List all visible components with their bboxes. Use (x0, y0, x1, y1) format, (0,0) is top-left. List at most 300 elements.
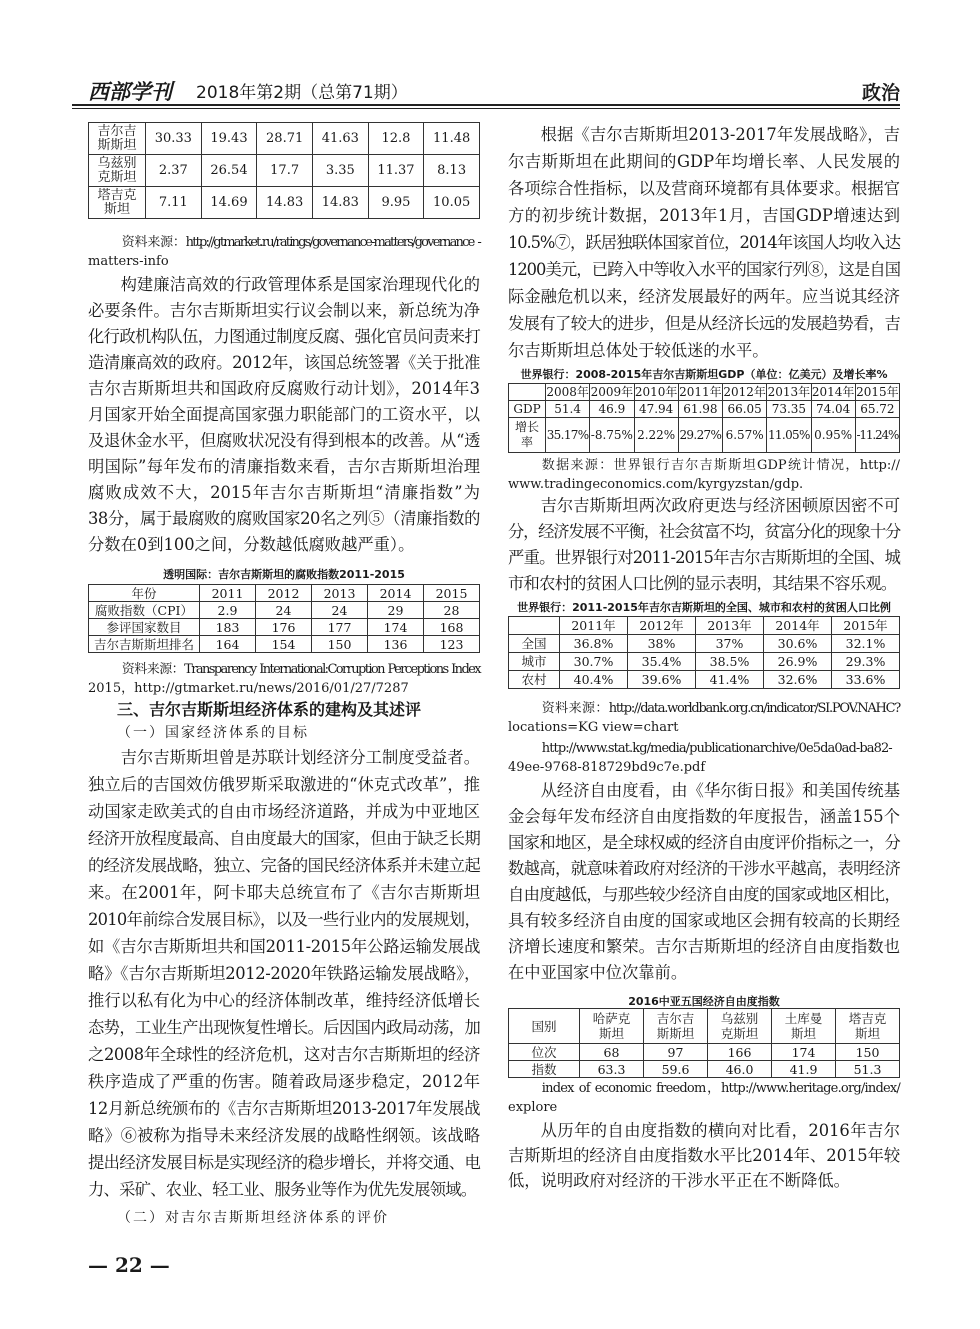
table-row (509, 1061, 900, 1078)
text-line: 12月新总统颁布的《吉尔吉斯斯坦2013-2017年发展战 (88, 1099, 480, 1118)
table-cell-text: 2015年 (856, 384, 899, 399)
table-cell (767, 418, 811, 453)
table-cell (200, 585, 256, 602)
table-cell-text: 30.33 (154, 130, 192, 146)
table-cell (811, 384, 855, 401)
text-line: 略》⑥被称为指导未来经济发展的战略性纲领。该战略 (88, 1126, 480, 1145)
table-cell (560, 635, 628, 653)
subsection-heading: （二）对吉尔吉斯斯坦经济体系的评价 (117, 1210, 389, 1226)
text-line: 吉尔吉斯斯坦共和国政府反腐败行动计划》，2014年3 (88, 379, 480, 398)
paragraph (88, 744, 480, 1203)
table-cell-text: 农村 (521, 671, 547, 687)
table-cell-text: 24 (275, 602, 292, 618)
table-row (89, 619, 480, 636)
paragraph (508, 778, 900, 986)
text-line: 尔吉斯斯坦在此期间的GDP年均增长率、人民发展的 (508, 152, 900, 171)
table-cell (312, 602, 368, 619)
table-cell (257, 155, 313, 187)
table-cell (855, 418, 899, 453)
table-cell (424, 636, 480, 653)
table-row (89, 636, 480, 653)
table-cell-text: 土库曼 斯坦 (784, 1011, 823, 1041)
subsection-heading: （一）国家经济体系的目标 (117, 725, 309, 741)
text-line: 资料来源：http://data.worldbank.org.cn/indicator/SI.POV.NAHC? (541, 701, 900, 716)
table-cell (628, 635, 696, 653)
text-line: 明国际”每年发布的清廉指数来看，吉尔吉斯斯坦治理 (88, 457, 480, 476)
table-cell (200, 619, 256, 636)
table-cell-text: 136 (383, 636, 408, 652)
table-cell-text: 150 (327, 636, 352, 652)
text-line: 造清廉高效的政府。2012年，该国总统签署《关于批准 (88, 353, 480, 372)
source-note (88, 233, 480, 271)
table-cell (312, 636, 368, 653)
table-cell-text: 63.3 (597, 1061, 626, 1077)
table-cell-text: 29.27% (679, 427, 722, 442)
table-cell (590, 401, 634, 418)
governance-table (88, 122, 480, 219)
table-cell-text: 14.69 (210, 194, 248, 210)
text-line: 秩序造成了严重的伤害。随着政局逐步稳定，2012年 (88, 1072, 480, 1091)
table-cell (509, 384, 546, 401)
text-line: 推行以私有化为中心的经济体制改革，维持经济低增长 (88, 991, 480, 1010)
text-line: 之2008年全球性的经济危机，这对吉尔吉斯斯坦的经济 (88, 1045, 480, 1064)
table-cell-text: 2011年 (679, 384, 722, 399)
text-line: 动国家走欧美式的自由市场经济道路，并成为中亚地区 (88, 802, 480, 821)
table-cell (767, 384, 811, 401)
text-line: 济增长速度和繁荣。吉尔吉斯斯坦的经济自由度指数也 (508, 937, 900, 956)
table-cell-text: GDP (513, 401, 541, 416)
table-cell (836, 1061, 900, 1078)
table-cell (201, 187, 257, 219)
table-cell-text: 国别 (531, 1018, 557, 1034)
text-line: 分数在0到100之间，分数越低腐败越严重）。 (88, 535, 415, 554)
table-cell (832, 635, 900, 653)
table-cell-text: 37% (715, 635, 744, 651)
table-cell (368, 155, 424, 187)
table-cell (696, 671, 764, 689)
table-row (509, 671, 900, 689)
table-cell (509, 653, 560, 671)
table-cell-text: 74.04 (815, 401, 851, 416)
table-cell (89, 619, 200, 636)
table-cell-text: 参评国家数目 (106, 619, 182, 635)
table-cell-text: 乌兹别 克斯坦 (720, 1011, 759, 1041)
table (508, 616, 900, 689)
table-cell (312, 619, 368, 636)
table-cell-text: 2015年 (843, 617, 888, 633)
table-cell (723, 384, 767, 401)
table-cell (772, 1044, 836, 1061)
table-cell (201, 123, 257, 155)
table-cell-text: 61.98 (683, 401, 718, 416)
text-line: 自由度越低，与那些较少经济自由度的国家或地区相比， (508, 885, 900, 904)
table-row (89, 155, 480, 187)
table-cell-text: 30.7% (573, 653, 614, 669)
text-line: 市和农村的贫困人口比例的显示表明，其结果不容乐观。 (508, 574, 897, 593)
table-cell (424, 602, 480, 619)
table-cell (201, 155, 257, 187)
table (508, 1008, 900, 1078)
table-cell (89, 602, 200, 619)
text-line: 金会每年发布经济自由度指数的年度报告，涵盖155个 (508, 807, 900, 826)
paragraph (508, 493, 900, 597)
poverty-table (508, 616, 900, 689)
table-cell-text: 6.57% (725, 427, 764, 442)
source-note (508, 456, 900, 494)
text-line: 从历年的自由度指数的横向对比看，2016年吉尔 (540, 1121, 900, 1140)
table-cell (368, 602, 424, 619)
text-line: 提出经济发展目标是实现经济的稳步增长，并将交通、电 (88, 1153, 480, 1172)
table-cell (509, 1044, 580, 1061)
table-cell-text: 174 (383, 619, 408, 635)
text-line: 构建廉洁高效的行政管理体系是国家治理现代化的 (120, 275, 480, 294)
table-cell (546, 401, 590, 418)
table-row (509, 1044, 900, 1061)
table-cell (424, 619, 480, 636)
text-line: 49ee-9768-818729bd9c7e.pdf (508, 760, 706, 775)
table-cell (368, 619, 424, 636)
table-cell (678, 418, 722, 453)
table-cell (644, 1009, 708, 1044)
table-cell-text: 183 (215, 619, 240, 635)
table-cell (509, 635, 560, 653)
table-cell-text: 17.7 (270, 162, 300, 178)
table-cell-text: 68 (603, 1044, 620, 1060)
table-row (509, 384, 900, 401)
table-cell (546, 384, 590, 401)
table-cell-text: 12.8 (381, 130, 411, 146)
table-caption: 透明国际：吉尔吉斯斯坦的腐败指数2011-2015 (163, 568, 405, 581)
table-caption: 世界银行：2011-2015年吉尔吉斯斯坦的全国、城市和农村的贫困人口比例 (517, 601, 891, 614)
text-line: www.tradingeconomics.com/kyrgyzstan/gdp. (508, 477, 804, 492)
table-cell-text: 28.71 (266, 130, 304, 146)
table-cell (89, 585, 200, 602)
table-cell-text: 2013 (323, 585, 356, 601)
table-cell-text: 2014年 (811, 384, 855, 399)
table-cell (424, 187, 480, 219)
table-cell (146, 123, 202, 155)
table-cell (696, 617, 764, 635)
table-cell-text: 全国 (521, 635, 547, 651)
table-cell-text: 47.94 (638, 401, 674, 416)
table-cell (580, 1044, 644, 1061)
text-line: 如《吉尔吉斯斯坦共和国2011-2015年公路运输发展战 (88, 937, 480, 956)
corruption-index-table (88, 584, 480, 653)
table-cell-text: 65.72 (860, 401, 895, 416)
text-line: 经济开放程度最高、自由度最大的国家，但由于缺乏长期 (88, 829, 480, 848)
table-cell (764, 617, 832, 635)
table-cell (509, 617, 560, 635)
issue-label: 2018年第2期（总第71期） (196, 83, 408, 103)
table-cell-text: 66.05 (727, 401, 762, 416)
table-cell-text: 0.95% (814, 427, 853, 442)
table-cell (708, 1061, 772, 1078)
page-number: — 22 — (88, 1253, 170, 1277)
table-caption: 世界银行：2008-2015年吉尔吉斯斯坦GDP（单位：亿美元）及增长率% (520, 368, 888, 381)
table-cell-text: 2012年 (639, 617, 684, 633)
table-cell-text: 35.4% (641, 653, 682, 669)
table-cell-text: 3.35 (325, 162, 355, 178)
table-cell-text: 吉尔吉 斯斯坦 (656, 1011, 695, 1041)
table-cell-text: 2014 (379, 585, 412, 601)
gdp-table (508, 383, 900, 453)
table-cell (200, 636, 256, 653)
table-cell (312, 187, 368, 219)
paragraph (88, 272, 480, 558)
table-cell (696, 635, 764, 653)
section-label: 政治 (861, 82, 900, 104)
table-cell (580, 1009, 644, 1044)
text-line: 化行政机构队伍，力图通过制度反腐、强化官员问责来打 (88, 327, 480, 346)
table-cell-text: 14.83 (266, 194, 304, 210)
table-cell (772, 1009, 836, 1044)
text-line: 态势，工业生产出现恢复性增长。后因国内政局动荡，加 (88, 1018, 480, 1037)
table-cell-text: 2011 (211, 585, 244, 601)
table-cell (256, 585, 312, 602)
table-cell-text: 2.37 (158, 162, 188, 178)
table-cell-text: 46.0 (725, 1061, 754, 1077)
table-cell-text: 2015 (435, 585, 468, 601)
table-cell (146, 155, 202, 187)
table-cell (696, 653, 764, 671)
table-cell (424, 155, 480, 187)
table-cell-text: 35.17% (546, 427, 589, 442)
text-line: http://www.stat.kg/media/publicationarchive/0e5da0ad-ba82- (541, 741, 892, 756)
table-cell-text: 51.4 (554, 401, 581, 416)
text-line: 月国家开始全面提高国家强力职能部门的工资水平，以 (88, 405, 480, 424)
table-cell (634, 418, 678, 453)
table-cell-text: 塔吉克 斯坦 (97, 187, 137, 217)
table-cell-text: 177 (327, 619, 352, 635)
table-cell (678, 384, 722, 401)
table-cell (590, 418, 634, 453)
text-line: 吉尔吉斯斯坦两次政府更迭与经济困顿原因密不可 (540, 496, 900, 515)
table-cell-text: 28 (443, 602, 460, 618)
table (88, 122, 480, 219)
text-line: 数据来源：世界银行吉尔吉斯斯坦GDP统计情况，http:// (541, 458, 900, 473)
source-note (88, 660, 480, 698)
table-cell-text: 166 (727, 1044, 752, 1060)
table-cell-text: 乌兹别 克斯坦 (97, 155, 137, 185)
text-line: 方的初步统计数据，2013年1月，吉国GDP增速达到 (508, 206, 900, 225)
table-cell (256, 619, 312, 636)
table-cell (628, 653, 696, 671)
table-cell-text: 2014年 (775, 617, 820, 633)
table-cell (590, 384, 634, 401)
table-cell (678, 401, 722, 418)
table-cell (832, 653, 900, 671)
table-cell (257, 123, 313, 155)
table-cell (764, 671, 832, 689)
table-cell (560, 671, 628, 689)
source-note (508, 699, 900, 737)
text-line: 及退休金水平，但腐败状况没有得到根本的改善。从“透 (88, 431, 480, 450)
table-cell-text: 73.35 (771, 401, 807, 416)
table-cell (644, 1044, 708, 1061)
table (88, 584, 480, 653)
table-cell (628, 671, 696, 689)
table-row (89, 123, 480, 155)
text-line: index of economic freedom，http://www.heritage.org/index/ (541, 1081, 900, 1096)
table-cell (509, 671, 560, 689)
table-cell-text: 吉尔吉 斯斯坦 (97, 123, 137, 153)
table-cell-text: 10.05 (433, 194, 471, 210)
table-cell (836, 1009, 900, 1044)
table-cell-text: 51.3 (853, 1061, 882, 1077)
table-row (89, 585, 480, 602)
text-line: 独立后的吉国效仿俄罗斯采取激进的“休克式改革”，推 (88, 775, 480, 794)
table-cell-text: 174 (791, 1044, 816, 1060)
table-cell (509, 1061, 580, 1078)
table-cell-text: 年份 (131, 585, 157, 601)
table-cell (811, 401, 855, 418)
table-cell (312, 585, 368, 602)
table-cell-text: 30.6% (777, 635, 818, 651)
table-cell (200, 602, 256, 619)
table-cell-text: 11.48 (433, 130, 471, 146)
table-cell-text: -8.75% (590, 427, 633, 442)
table-cell-text: 97 (667, 1044, 684, 1060)
table-cell (256, 636, 312, 653)
text-line: 2010年前综合发展目标》，以及一些行业内的发展规划， (88, 910, 480, 929)
text-line: 低，说明政府对经济的干涉水平正在不断降低。 (508, 1171, 850, 1190)
table-cell-text: 位次 (531, 1044, 557, 1060)
text-line: 的经济发展战略，独立、完备的国民经济体系并未建立起 (88, 856, 480, 875)
text-line: 腐败成效不大，2015年吉尔吉斯斯坦“清廉指数”为 (88, 483, 480, 502)
table-cell (836, 1044, 900, 1061)
text-line: 2015，http://gtmarket.ru/news/2016/01/27/7287 (88, 681, 409, 696)
text-line: 必要条件。吉尔吉斯斯坦实行议会制以来，新总统为净 (88, 301, 480, 320)
table-cell-text: 26.54 (210, 162, 248, 178)
table-cell-text: 164 (215, 636, 240, 652)
section-heading: 三、吉尔吉斯斯坦经济体系的建构及其述评 (117, 700, 422, 719)
table-cell (560, 617, 628, 635)
text-line: explore (508, 1100, 558, 1115)
table-cell-text: 2.22% (637, 427, 676, 442)
table-cell-text: 腐败指数（CPI） (95, 602, 193, 618)
table-cell (368, 123, 424, 155)
table-cell-text: 吉尔吉斯斯坦排名 (93, 636, 194, 652)
text-line: 资料来源：Transparency International:Corruption Perceptions Index (121, 662, 480, 677)
table-cell-text: 2012 (267, 585, 300, 601)
table-cell-text: 29.3% (845, 653, 886, 669)
text-line: 际金融危机以来，经济发展最好的两年。应当说其经济 (508, 287, 900, 306)
table-cell-text: 2.9 (217, 602, 238, 618)
table-cell (723, 401, 767, 418)
table-cell-text: 11.05% (767, 427, 810, 442)
table-cell-text: 26.9% (777, 653, 818, 669)
text-line: 分，经济发展不平衡，社会贫富不均，贫富分化的现象十分 (508, 522, 900, 541)
table-cell (634, 401, 678, 418)
table-cell-text: 38% (647, 635, 676, 651)
text-line: 资料来源：http://gtmarket.ru/ratings/governance-matters/governance - (121, 235, 480, 250)
table-cell-text: 150 (855, 1044, 880, 1060)
table-cell-text: 29 (387, 602, 404, 618)
text-line: 根据《吉尔吉斯斯坦2013-2017年发展战略》，吉 (540, 125, 900, 144)
table-cell (811, 418, 855, 453)
table-row (509, 1009, 900, 1044)
table-cell-text: 14.83 (321, 194, 359, 210)
table-row (509, 635, 900, 653)
text-line: 发展有了较大的进步，但是从经济长远的发展趋势看，吉 (508, 314, 900, 333)
table-cell (89, 187, 146, 219)
table-cell (546, 418, 590, 453)
table-cell-text: 塔吉克 斯坦 (848, 1011, 887, 1041)
text-line: 吉尔吉斯斯坦曾是苏联计划经济分工制度受益者。 (120, 748, 480, 767)
table-cell-text: -11.24% (856, 427, 899, 442)
table-cell-text: 2011年 (571, 617, 616, 633)
source-note (508, 1079, 900, 1117)
table-cell (634, 384, 678, 401)
text-line: 具有较多经济自由度的国家或地区会拥有较高的长期经 (508, 911, 900, 930)
table-cell-text: 168 (439, 619, 464, 635)
text-line: matters-info (88, 254, 169, 269)
table-cell (767, 401, 811, 418)
table-cell (509, 401, 546, 418)
table-cell (708, 1044, 772, 1061)
text-line: 数越高，就意味着政府对经济的干涉水平越高，表明经济 (508, 859, 900, 878)
source-note (508, 739, 900, 777)
table-cell (855, 384, 899, 401)
text-line: 吉斯斯坦的经济自由度指数水平比2014年、2015年较 (508, 1146, 901, 1165)
table-cell (509, 1009, 580, 1044)
text-line: 1200美元，已跨入中等收入水平的国家行列⑧，这是自国 (508, 260, 900, 279)
table-cell (832, 671, 900, 689)
text-line: 国家和地区，是全球权威的经济自由度评价指标之一，分 (508, 833, 900, 852)
table-cell (89, 636, 200, 653)
table-cell (764, 635, 832, 653)
table-cell (146, 187, 202, 219)
header-rule (72, 104, 900, 109)
table-cell (560, 653, 628, 671)
table-cell-text: 哈萨克 斯坦 (592, 1011, 631, 1041)
table-cell-text: 59.6 (661, 1061, 690, 1077)
text-line: 从经济自由度看，由《华尔街日报》和美国传统基 (540, 781, 900, 800)
text-line: 力、采矿、农业、轻工业、服务业等作为优先发展领域。 (88, 1180, 477, 1199)
table-cell-text: 32.1% (845, 635, 886, 651)
table-cell-text: 11.37 (377, 162, 415, 178)
table-cell-text: 176 (271, 619, 296, 635)
table-cell (764, 653, 832, 671)
economic-freedom-table (508, 1008, 900, 1078)
table-cell (628, 617, 696, 635)
table-cell (832, 617, 900, 635)
table-caption: 2016中亚五国经济自由度指数 (628, 995, 780, 1008)
table-cell (644, 1061, 708, 1078)
paragraph (508, 1118, 900, 1193)
table-cell-text: 41.9 (789, 1061, 818, 1077)
table (508, 383, 900, 453)
table-cell-text: 33.6% (845, 671, 886, 687)
table-cell-text: 32.6% (777, 671, 818, 687)
table-cell-text: 2013年 (767, 384, 811, 399)
table-cell-text: 36.8% (573, 635, 614, 651)
text-line: 38分，属于最腐败的腐败国家20名之列⑤（清廉指数的 (88, 509, 480, 528)
table-cell-text: 39.6% (641, 671, 682, 687)
table-cell-text: 城市 (521, 653, 547, 669)
table-cell-text: 19.43 (210, 130, 248, 146)
table-cell-text: 46.9 (598, 401, 626, 416)
table-cell (424, 585, 480, 602)
table-cell (89, 155, 146, 187)
table-cell (368, 636, 424, 653)
table-cell (509, 418, 546, 453)
text-line: 严重。世界银行对2011-2015年吉尔吉斯斯坦的全国、城 (508, 548, 900, 567)
table-cell-text: 7.11 (158, 194, 188, 210)
table-cell-text: 40.4% (573, 671, 614, 687)
table-row (89, 187, 480, 219)
text-line: 10.5%⑦，跃居独联体国家首位，2014年该国人均收入达 (508, 233, 900, 252)
